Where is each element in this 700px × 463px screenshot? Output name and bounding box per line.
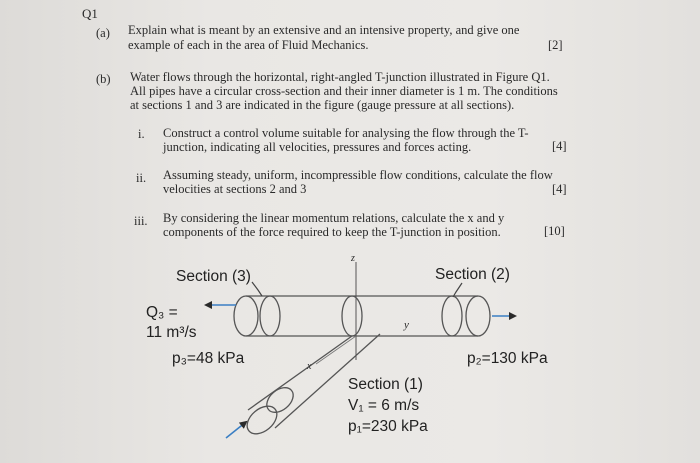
item-i-marks: [4] [552,139,567,153]
item-iii-line-1: By considering the linear momentum relations, calculate the x and y [163,211,505,225]
question-number: Q1 [82,6,98,21]
p3-value: p₃=48 kPa [172,350,245,367]
axis-y-label: y [404,319,409,331]
section1-title: Section (1) [348,376,423,393]
item-iii-marks: [10] [544,224,565,238]
item-iii-label: iii. [134,214,148,228]
part-b-line-3: at sections 1 and 3 are indicated in the figure (gauge pressure at all sections). [130,98,515,112]
inflow-arrow-section1 [226,422,246,438]
item-ii-label: ii. [136,171,147,185]
item-iii-line-2: components of the force required to keep the T-junction in position. [163,225,501,239]
part-b-line-1: Water flows through the horizontal, right-angled T-junction illustrated in Figure Q1. [130,70,550,84]
section3-title: Section (3) [176,268,251,285]
p1-value: p₁=230 kPa [348,418,428,435]
item-ii-line-1: Assuming steady, uniform, incompressible flow conditions, calculate the flow [163,168,553,182]
item-i-line-1: Construct a control volume suitable for analysing the flow through the T- [163,126,529,140]
part-a-marks: [2] [548,38,563,52]
section2-marker [453,283,462,297]
item-i-line-2: junction, indicating all velocities, pressures and forces acting. [163,140,472,154]
part-b-label: (b) [96,72,111,86]
item-i-label: i. [138,127,145,141]
part-a-label: (a) [96,26,110,40]
part-b-line-2: All pipes have a circular cross-section and their inner diameter is 1 m. The conditions [130,84,558,98]
p2-value: p₂=130 kPa [467,350,548,367]
q3-label: Q₃ = [146,304,178,321]
item-ii-marks: [4] [552,182,567,196]
item-ii-line-2: velocities at sections 2 and 3 [163,182,307,196]
axis-x-label: x [307,361,312,372]
v1-value: V₁ = 6 m/s [348,397,420,414]
section2-title: Section (2) [435,266,510,283]
axis-z-label: z [351,253,355,264]
section3-marker [252,282,262,296]
part-a-line-2: example of each in the area of Fluid Mechanics. [128,38,369,52]
x-axis-line [316,336,356,364]
part-a-line-1: Explain what is meant by an extensive and an intensive property, and give one [128,23,520,37]
main-pipe [234,296,490,336]
q3-value: 11 m³/s [146,324,197,341]
